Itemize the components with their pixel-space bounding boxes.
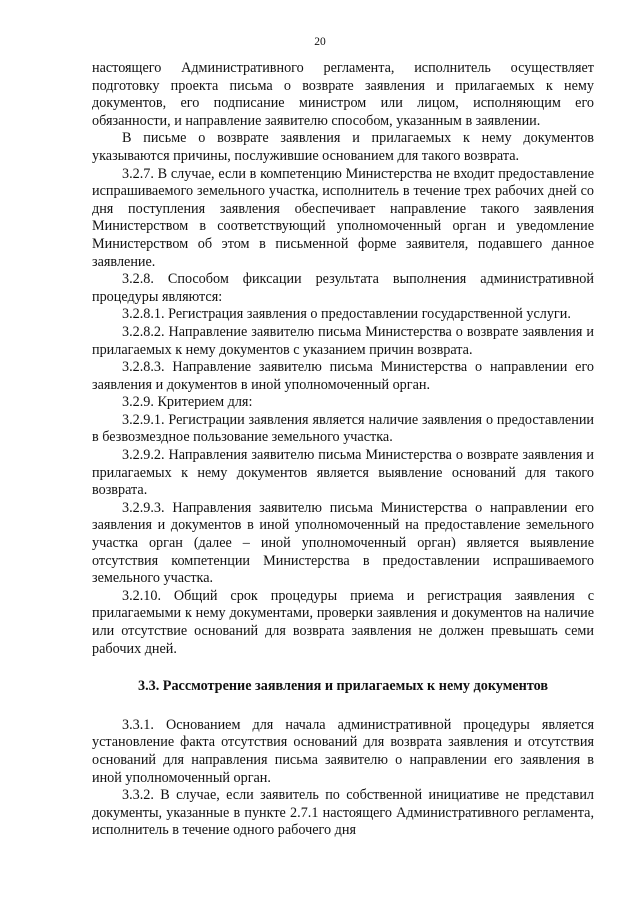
section-heading: 3.3. Рассмотрение заявления и прилагаемых к нему документов [137, 678, 549, 695]
paragraph: 3.2.9.2. Направления заявителю письма Министерства о возврате заявления и прилагаемых к нему документов является выявление оснований для такого возврата. [92, 447, 594, 499]
paragraph: 3.2.9.1. Регистрации заявления является наличие заявления о предоставлении в безвозмездное пользование земельного участка. [92, 411, 594, 446]
document-body [92, 60, 594, 840]
page-number: 20 [314, 36, 326, 48]
paragraph: 3.2.9. Критерием для: [122, 394, 253, 411]
paragraph: 3.2.8.3. Направление заявителю письма Министерства о направлении его заявления и документов в иной уполномоченный орган. [92, 359, 594, 393]
paragraph: настоящего Административного регламента, исполнитель осуществляет подготовку проекта письма о возврате заявления и прилагаемых к нему документов, его подписание министром или лицом, исполняющим его обязанности, и направление заявителю способом, указанным в заявлении. [92, 60, 594, 129]
paragraph: 3.3.1. Основанием для начала административной процедуры является установление факта отсутствия оснований для возврата заявления и отсутствия оснований для направления письма заявителю о направлении его заявления в иной уполномоченный орган. [92, 716, 594, 786]
paragraph: 3.2.10. Общий срок процедуры приема и регистрация заявления с прилагаемыми к нему документами, проверки заявления и документов на наличие или отсутствие оснований для возврата заявления не должен превышать семи рабочих дней. [92, 587, 594, 657]
paragraph: 3.2.9.3. Направления заявителю письма Министерства о направлении его заявления и документов в иной уполномоченный на предоставление земельного участка орган (далее – иной уполномоченный орган) является выявление отсутствия компетенции Министерства в предоставлении испрашиваемого земельного участка. [92, 499, 594, 587]
paragraph: 3.2.7. В случае, если в компетенцию Министерства не входит предоставление испрашиваемого земельного участка, исполнитель в течение трех рабочих дней со дня поступления заявления обеспечивает направление такого заявления Министерством в соответствующий уполномоченный орган и уведомление Министерством об этом в письменной форме заявителя, подавшего данное заявление. [92, 165, 594, 270]
paragraph: 3.2.8. Способом фиксации результата выполнения административной процедуры являются: [92, 271, 594, 305]
paragraph: В письме о возврате заявления и прилагаемых к нему документов указываются причины, послужившие основанием для такого возврата. [92, 130, 594, 164]
paragraph: 3.2.8.2. Направление заявителю письма Министерства о возврате заявления и прилагаемых к нему документов с указанием причин возврата. [92, 323, 594, 358]
paragraph: 3.3.2. В случае, если заявитель по собственной инициативе не представил документы, указанные в пункте 2.7.1 настоящего Административного регламента, исполнитель в течение одного рабочего дня [92, 787, 594, 839]
paragraph: 3.2.8.1. Регистрация заявления о предоставлении государственной услуги. [122, 306, 571, 323]
